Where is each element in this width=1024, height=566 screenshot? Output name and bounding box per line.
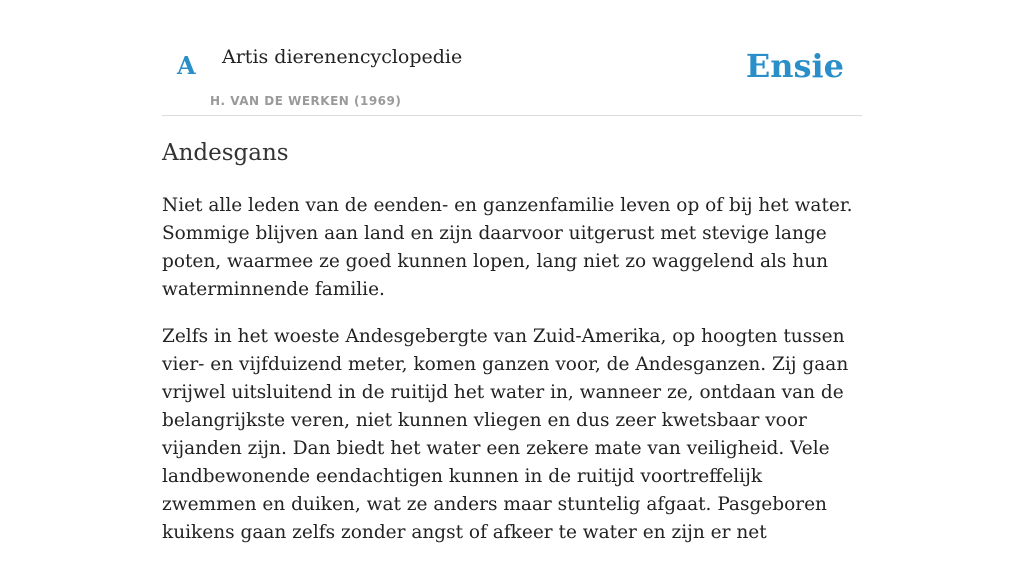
book-letter-badge[interactable]: A [177,51,196,80]
entry-paragraph: Niet alle leden van de eenden- en ganzenfamilie leven op of bij het water. Sommige blijven aan land en zijn daarvoor uitgerust met stevige lange poten, waarmee ze goed kunnen lopen, lang niet zo waggelend als hun waterminnende familie. [162,195,853,300]
book-header [162,0,862,116]
entry-body [162,192,862,566]
brand-logo-link[interactable]: Ensie [745,47,844,85]
book-title[interactable]: Artis dierenencyclopedie [222,46,463,68]
entry-paragraph: Zelfs in het woeste Andesgebergte van Zuid-Amerika, op hoogten tussen vier- en vijfduizend meter, komen ganzen voor, de Andesganzen. Zij gaan vrijwel uitsluitend in de ruitijd het water in, wanneer ze, ontdaan van de belangrijkste veren, niet kunnen vliegen en dus zeer kwetsbaar voor vijanden zijn. Dan biedt het water een zekere mate van veiligheid. Vele landbewonende eendachtigen kunnen in de ruitijd voortreffelijk zwemmen en duiken, wat ze anders maar stuntelig afgaat. Pasgeboren kuikens gaan zelfs zonder angst of afkeer te water en zijn er net [162,326,849,543]
entry-title: Andesgans [162,140,289,166]
book-author: H. VAN DE WERKEN (1969) [210,94,402,108]
page [162,0,862,543]
